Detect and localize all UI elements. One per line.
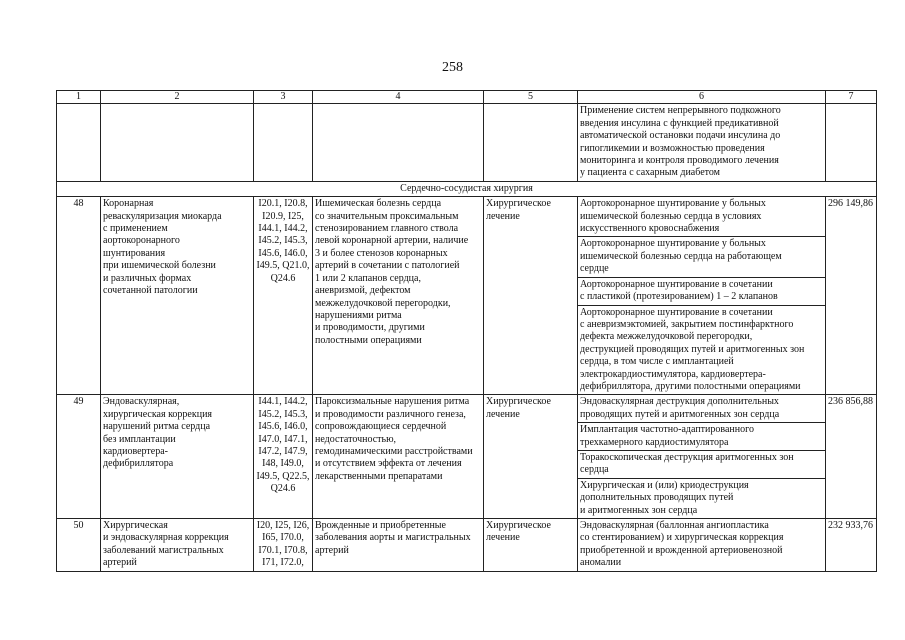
row-number: 50 <box>57 519 101 572</box>
column-header: 4 <box>313 91 484 104</box>
section-title: Сердечно-сосудистая хирургия <box>57 181 877 196</box>
method-item: Аортокоронарное шунтирование у больных ишемической болезнью сердца на работающем сердце <box>578 237 825 277</box>
cost-value: 296 149,86 <box>826 197 877 395</box>
method-item: Хирургическая и (или) криодеструкция дополнительных проводящих путей и аритмогенных зон сердца <box>580 479 749 516</box>
treatment-type: Хирургическое лечение <box>484 197 578 395</box>
row-number: 49 <box>57 395 101 519</box>
header-row <box>57 91 877 104</box>
methods-cell <box>578 197 826 395</box>
procedures-table <box>56 90 877 572</box>
patient-model: Врожденные и приобретенные заболевания аорты и магистральных артерий <box>313 519 484 572</box>
method-item: Аортокоронарное шунтирование в сочетании с аневризмэктомией, закрытием постинфарктного дефекта межжелудочковой перегородки, деструкцией проводящих путей и аритмогенных зон сердца, в том числе с имплантацией электрокардиостимулятора, кардиовертера- дефибриллятора, другими полостными операциями <box>580 306 805 392</box>
table-row <box>57 519 877 572</box>
table-row <box>57 395 877 519</box>
column-header: 1 <box>57 91 101 104</box>
icd-codes: I20, I25, I26, I65, I70.0, I70.1, I70.8, I71, I72.0, <box>254 519 313 572</box>
method-item: Эндоваскулярная (баллонная ангиопластика со стентированием) и хирургическая коррекция приобретенной и врожденной артериовенозной аномалии <box>580 520 784 569</box>
method-cell: Применение систем непрерывного подкожного введения инсулина с функцией предикативной автоматической остановки подачи инсулина до гипогликемии и возможностью проведения мониторинга и контроля проводимого лечения у пациента с сахарным диабетом <box>578 104 826 181</box>
section-row <box>57 181 877 196</box>
column-header: 2 <box>101 91 254 104</box>
method-item: Имплантация частотно-адаптированного трехкамерного кардиостимулятора <box>578 423 825 451</box>
method-item: Аортокоронарное шунтирование в сочетании с пластикой (протезированием) 1 – 2 клапанов <box>578 278 825 306</box>
column-header: 6 <box>578 91 826 104</box>
procedure-name: Эндоваскулярная, хирургическая коррекция нарушений ритма сердца без имплантации кардиовертера- дефибриллятора <box>101 395 254 519</box>
cost-value: 232 933,76 <box>826 519 877 572</box>
procedure-name: Хирургическая и эндоваскулярная коррекция заболеваний магистральных артерий <box>101 519 254 572</box>
patient-model: Ишемическая болезнь сердца со значительным проксимальным стенозированием главного ствола левой коронарной артерии, наличие 3 и более стенозов коронарных артерий в сочетании с патологией 1 или 2 клапанов сердца, аневризмой, дефектом межжелудочковой перегородки, нарушениями ритма и проводимости, другими полостными операциями <box>313 197 484 395</box>
column-header: 3 <box>254 91 313 104</box>
patient-model: Пароксизмальные нарушения ритма и проводимости различного генеза, сопровождающиеся сердечной недостаточностью, гемодинамическими расстройствами и отсутствием эффекта от лечения лекарственными препаратами <box>313 395 484 519</box>
continuation-row <box>57 104 877 181</box>
methods-cell <box>578 395 826 519</box>
icd-codes: I44.1, I44.2, I45.2, I45.3, I45.6, I46.0, I47.0, I47.1, I47.2, I47.9, I48, I49.0, I49.5, Q22.5, Q24.6 <box>254 395 313 519</box>
treatment-type: Хирургическое лечение <box>484 395 578 519</box>
method-item: Торакоскопическая деструкция аритмогенных зон сердца <box>578 451 825 479</box>
row-number: 48 <box>57 197 101 395</box>
table-row <box>57 197 877 395</box>
column-header: 7 <box>826 91 877 104</box>
method-item: Аортокоронарное шунтирование у больных ишемической болезнью сердца в условиях искусственного кровоснабжения <box>578 197 825 237</box>
cost-value: 236 856,88 <box>826 395 877 519</box>
page-number: 258 <box>442 60 463 75</box>
method-item: Эндоваскулярная деструкция дополнительных проводящих путей и аритмогенных зон сердца <box>578 395 825 423</box>
column-header: 5 <box>484 91 578 104</box>
procedure-name: Коронарная реваскуляризация миокарда с применением аортокоронарного шунтирования при ишемической болезни и различных формах сочетанной патологии <box>101 197 254 395</box>
methods-cell <box>578 519 826 572</box>
icd-codes: I20.1, I20.8, I20.9, I25, I44.1, I44.2, I45.2, I45.3, I45.6, I46.0, I49.5, Q21.0, Q24.6 <box>254 197 313 395</box>
treatment-type: Хирургическое лечение <box>484 519 578 572</box>
